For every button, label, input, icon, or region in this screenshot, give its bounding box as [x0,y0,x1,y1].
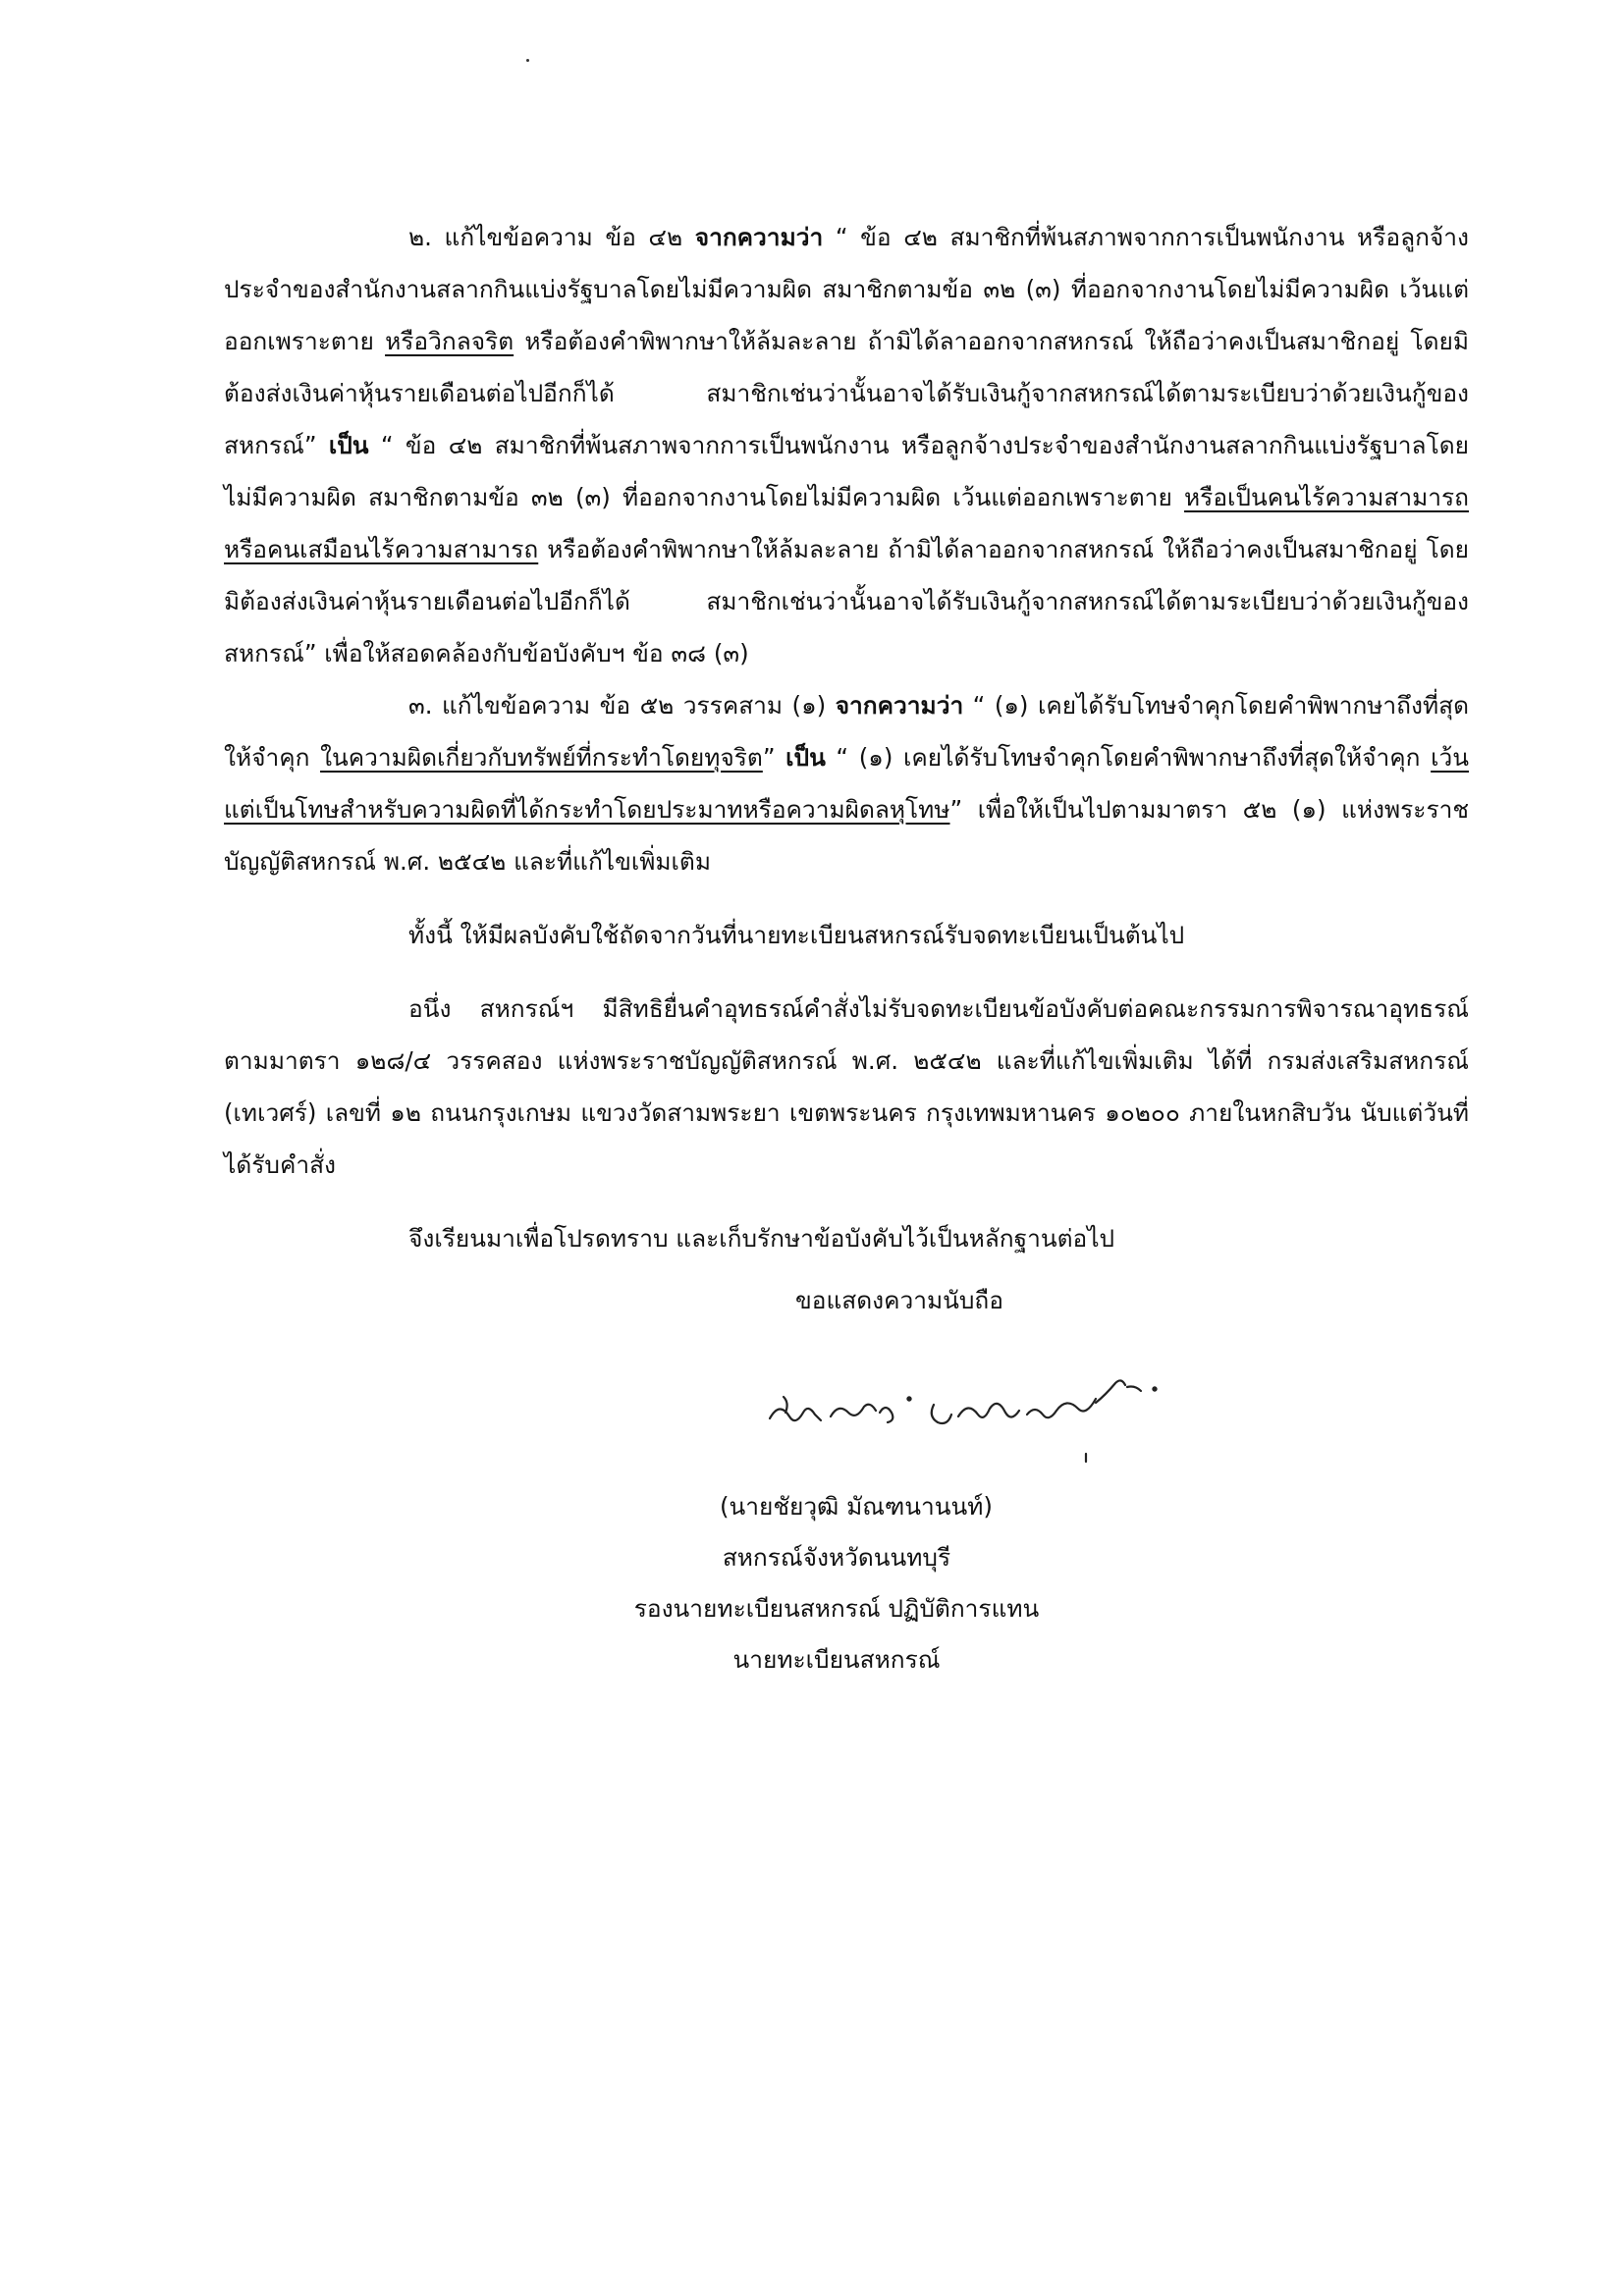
text-run: หรือต้องคำพิพากษาให้ล้มละลาย ถ้ามิได้ลาออกจากสหกรณ์ ให้ถือว่าคงเป็นสมาชิกอยู่ โดยมิต้องส่งเงินค่าหุ้นรายเดือนต่อไปอีกก็ได้ สมาชิกเช่นว่านั้นอาจได้รับเงินกู้จากสหกรณ์ได้ตามระเบียบว่าด้วยเงินกู้ของสหกรณ์” [224,327,1469,459]
bold-run: เป็น [328,431,369,459]
bold-run: จากความว่า [694,223,824,251]
underlined-run: หรือเป็นคนไร้ความสามารถ หรือคนเสมือนไร้ความสามารถ [224,483,1469,563]
text-run: “ (๑) เคยได้รับโทษจำคุกโดยคำพิพากษาถึงที่สุดให้จำคุก [825,743,1432,772]
underlined-run: ในความผิดเกี่ยวกับทรัพย์ที่กระทำโดยทุจริต [320,743,763,772]
text-run: “ ข้อ ๔๒ สมาชิกที่พ้นสภาพจากการเป็นพนักงาน หรือลูกจ้างประจำของสำนักงานสลากกินแบ่งรัฐบาลโดยไม่มีความผิด สมาชิกตามข้อ ๓๒ (๓) ที่ออกจากงานโดยไม่มีความผิด เว้นแต่ออกเพราะตาย [224,431,1469,511]
underlined-run: หรือวิกลจริต [385,327,514,355]
regards-line: ขอแสดงความนับถือ [795,1286,1003,1314]
text-run: “ ข้อ ๔๒ สมาชิกที่พ้นสภาพจากการเป็นพนักงาน หรือลูกจ้างประจำของสำนักงานสลากกินแบ่งรัฐบาลโดยไม่มีความผิด สมาชิกตามข้อ ๓๒ (๓) ที่ออกจากงานโดยไม่มีความผิด เว้นแต่ออกเพราะตาย [224,223,1469,355]
amendment-paragraph-3 [224,679,1469,887]
amendment-paragraph-2 [224,211,1469,679]
text-run: ” เพื่อให้เป็นไปตามมาตรา ๕๒ (๑) แห่งพระราชบัญญัติสหกรณ์ พ.ศ. ๒๕๔๒ และที่แก้ไขเพิ่มเติม [224,795,1469,876]
signatory-title-1: สหกรณ์จังหวัดนนทบุรี [722,1543,951,1572]
bold-run: เป็น [785,743,826,772]
underlined-run: เว้นแต่เป็นโทษสำหรับความผิดที่ได้กระทำโดยประมาทหรือความผิดลหุโทษ [224,743,1469,824]
text-run: “ (๑) เคยได้รับโทษจำคุกโดยคำพิพากษาถึงที่สุดให้จำคุก [224,691,1469,772]
text-run: ๓. แก้ไขข้อความ ข้อ ๕๒ วรรคสาม (๑) [408,691,836,720]
handwritten-signature [762,1360,1194,1477]
scan-speck [526,59,529,62]
appeal-paragraph: อนึ่ง สหกรณ์ฯ มีสิทธิยื่นคำอุทธรณ์คำสั่งไม่รับจดทะเบียนข้อบังคับต่อคณะกรรมการพิจารณาอุทธรณ์ ตามมาตรา ๑๒๘/๔ วรรคสอง แห่งพระราชบัญญัติสหกรณ์ พ.ศ. ๒๕๔๒ และที่แก้ไขเพิ่มเติม ได้ที่ กรมส่งเสริมสหกรณ์ (เทเวศร์) เลขที่ ๑๒ ถนนกรุงเกษม แขวงวัดสามพระยา เขตพระนคร กรุงเทพมหานคร ๑๐๒๐๐ ภายในหกสิบวัน นับแต่วันที่ได้รับคำสั่ง [224,994,1469,1179]
text-run: หรือต้องคำพิพากษาให้ล้มละลาย ถ้ามิได้ลาออกจากสหกรณ์ ให้ถือว่าคงเป็นสมาชิกอยู่ โดยมิต้องส่งเงินค่าหุ้นรายเดือนต่อไปอีกก็ได้ สมาชิกเช่นว่านั้นอาจได้รับเงินกู้จากสหกรณ์ได้ตามระเบียบว่าด้วยเงินกู้ของสหกรณ์” เพื่อให้สอดคล้องกับข้อบังคับฯ ข้อ ๓๘ (๓) [224,535,1469,667]
signatory-title-2: รองนายทะเบียนสหกรณ์ ปฏิบัติการแทน [633,1594,1040,1623]
document-body [224,211,1469,1264]
signatory-name: (นายชัยวุฒิ มัณฑนานนท์) [719,1492,993,1521]
closing-paragraph: จึงเรียนมาเพื่อโปรดทราบ และเก็บรักษาข้อบังคับไว้เป็นหลักฐานต่อไป [408,1224,1115,1253]
effective-date-paragraph: ทั้งนี้ ให้มีผลบังคับใช้ถัดจากวันที่นายทะเบียนสหกรณ์รับจดทะเบียนเป็นต้นไป [408,921,1185,949]
text-run: ” [762,743,786,772]
text-run: ๒. แก้ไขข้อความ ข้อ ๔๒ [408,223,695,251]
signatory-title-3: นายทะเบียนสหกรณ์ [732,1645,941,1674]
bold-run: จากความว่า [835,691,964,720]
